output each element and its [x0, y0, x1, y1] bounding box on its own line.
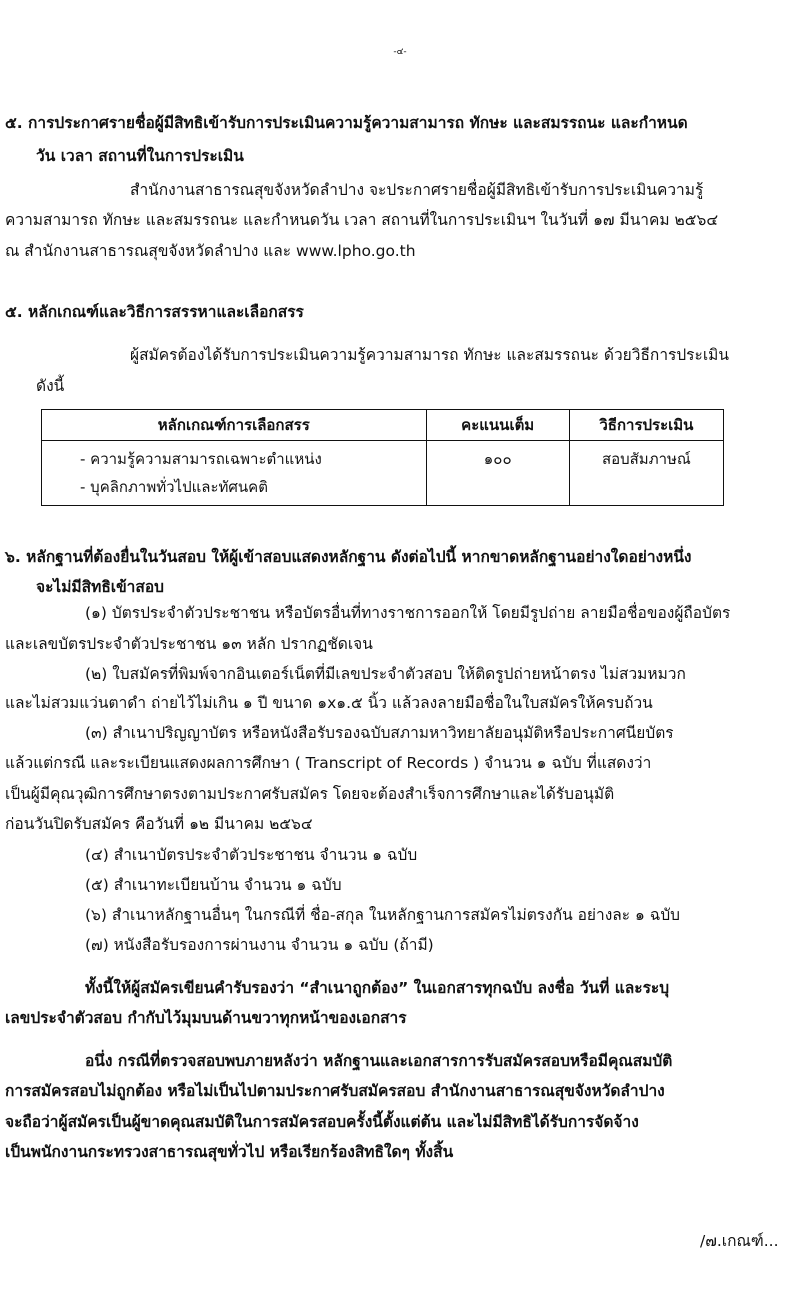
- document-item-6: (๖) สำเนาหลักฐานอื่นๆ ในกรณีที่ ชื่อ-สกุล ในหลักฐานการสมัครไม่ตรงกัน อย่างละ ๑ ฉบับ: [85, 906, 681, 924]
- score-header: คะแนนเต็ม: [426, 410, 569, 441]
- method-header: วิธีการประเมิน: [569, 410, 723, 441]
- final-paragraph-line4: เป็นพนักงานกระทรวงสาธารณสุขทั่วไป หรือเรียกร้องสิทธิใดๆ ทั้งสิ้น: [5, 1143, 454, 1161]
- criteria-table-header-row: [42, 410, 724, 441]
- method-cell: [569, 441, 723, 506]
- score-value: ๑๐๐: [483, 450, 512, 468]
- document-item-5: (๕) สำเนาทะเบียนบ้าน จำนวน ๑ ฉบับ: [85, 876, 342, 894]
- section5a-heading-line1: ๕. การประกาศรายชื่อผู้มีสิทธิเข้ารับการประเมินความรู้ความสามารถ ทักษะ และสมรรถนะ และกำหนด: [5, 114, 688, 132]
- page-number: -๔-: [393, 47, 407, 57]
- section5a-heading-line2: วัน เวลา สถานที่ในการประเมิน: [36, 147, 244, 165]
- document-item-3-line3: เป็นผู้มีคุณวุฒิการศึกษาตรงตามประกาศรับสมัคร โดยจะต้องสำเร็จการศึกษาและได้รับอนุมัติ: [5, 785, 615, 803]
- final-paragraph-line3: จะถือว่าผู้สมัครเป็นผู้ขาดคุณสมบัติในการสมัครสอบครั้งนี้ตั้งแต่ต้น และไม่มีสิทธิได้รับการจัดจ้าง: [5, 1113, 639, 1131]
- final-paragraph-line1: อนึ่ง กรณีที่ตรวจสอบพบภายหลังว่า หลักฐานและเอกสารการรับสมัครสอบหรือมีคุณสมบัติ: [85, 1052, 673, 1070]
- document-item-7: (๗) หนังสือรับรองการผ่านงาน จำนวน ๑ ฉบับ (ถ้ามี): [85, 936, 434, 954]
- criteria-item: - ความรู้ความสามารถเฉพาะตำแหน่ง: [80, 450, 322, 468]
- continuation-marker: /๗.เกณฑ์...: [700, 1232, 779, 1250]
- document-item-4: (๔) สำเนาบัตรประจำตัวประชาชน จำนวน ๑ ฉบับ: [85, 846, 418, 864]
- criteria-table: [41, 409, 724, 506]
- document-item-3-line1: (๓) สำเนาปริญญาบัตร หรือหนังสือรับรองฉบับสภามหาวิทยาลัยอนุมัติหรือประกาศนียบัตร: [85, 724, 674, 742]
- section5b-body-line2: ดังนี้: [36, 377, 65, 395]
- certification-note-line2: เลขประจำตัวสอบ กำกับไว้มุมบนด้านขวาทุกหน้าของเอกสาร: [5, 1009, 407, 1027]
- section5a-body-line3: ณ สำนักงานสาธารณสุขจังหวัดลำปาง และ www.lpho.go.th: [5, 242, 416, 260]
- document-item-3-line4: ก่อนวันปิดรับสมัคร คือวันที่ ๑๒ มีนาคม ๒๕๖๔: [5, 815, 313, 833]
- score-cell: [426, 441, 569, 506]
- section5b-body-line1: ผู้สมัครต้องได้รับการประเมินความรู้ความสามารถ ทักษะ และสมรรถนะ ด้วยวิธีการประเมิน: [130, 346, 729, 364]
- criteria-item: - บุคลิกภาพทั่วไปและทัศนคติ: [80, 478, 268, 496]
- criteria-table-row: [42, 441, 724, 506]
- document-item-2-line2: และไม่สวมแว่นตาดำ ถ่ายไว้ไม่เกิน ๑ ปี ขนาด ๑x๑.๕ นิ้ว แล้วลงลายมือชื่อในใบสมัครให้ครบถ้วน: [5, 694, 653, 712]
- document-item-1-line1: (๑) บัตรประจำตัวประชาชน หรือบัตรอื่นที่ทางราชการออกให้ โดยมีรูปถ่าย ลายมือชื่อของผู้ถือบัตร: [85, 604, 731, 622]
- certification-note-line1: ทั้งนี้ให้ผู้สมัครเขียนคำรับรองว่า “สำเนาถูกต้อง” ในเอกสารทุกฉบับ ลงชื่อ วันที่ และระบุ: [85, 979, 670, 997]
- method-value: สอบสัมภาษณ์: [601, 450, 691, 468]
- document-item-3-line2: แล้วแต่กรณี และระเบียนแสดงผลการศึกษา ( Transcript of Records ) จำนวน ๑ ฉบับ ที่แสดงว่า: [5, 754, 652, 772]
- final-paragraph-line2: การสมัครสอบไม่ถูกต้อง หรือไม่เป็นไปตามประกาศรับสมัครสอบ สำนักงานสาธารณสุขจังหวัดลำปาง: [5, 1082, 665, 1100]
- section6-heading-line1: ๖. หลักฐานที่ต้องยื่นในวันสอบ ให้ผู้เข้าสอบแสดงหลักฐาน ดังต่อไปนี้ หากขาดหลักฐานอย่างใดอย่างหนึ่ง: [5, 548, 692, 566]
- criteria-header: หลักเกณฑ์การเลือกสรร: [42, 410, 427, 441]
- document-item-1-line2: และเลขบัตรประจำตัวประชาชน ๑๓ หลัก ปรากฏชัดเจน: [5, 635, 373, 653]
- criteria-cell: [42, 441, 427, 506]
- section5b-heading: ๕. หลักเกณฑ์และวิธีการสรรหาและเลือกสรร: [5, 303, 304, 321]
- section5a-body-line2: ความสามารถ ทักษะ และสมรรถนะ และกำหนดวัน เวลา สถานที่ในการประเมินฯ ในวันที่ ๑๗ มีนาคม ๒๕๖๔: [5, 211, 719, 229]
- section6-heading-line2: จะไม่มีสิทธิเข้าสอบ: [36, 578, 164, 596]
- document-item-2-line1: (๒) ใบสมัครที่พิมพ์จากอินเตอร์เน็ตที่มีเลขประจำตัวสอบ ให้ติดรูปถ่ายหน้าตรง ไม่สวมหมวก: [85, 665, 686, 683]
- section5a-body-line1: สำนักงานสาธารณสุขจังหวัดลำปาง จะประกาศรายชื่อผู้มีสิทธิเข้ารับการประเมินความรู้: [130, 181, 704, 199]
